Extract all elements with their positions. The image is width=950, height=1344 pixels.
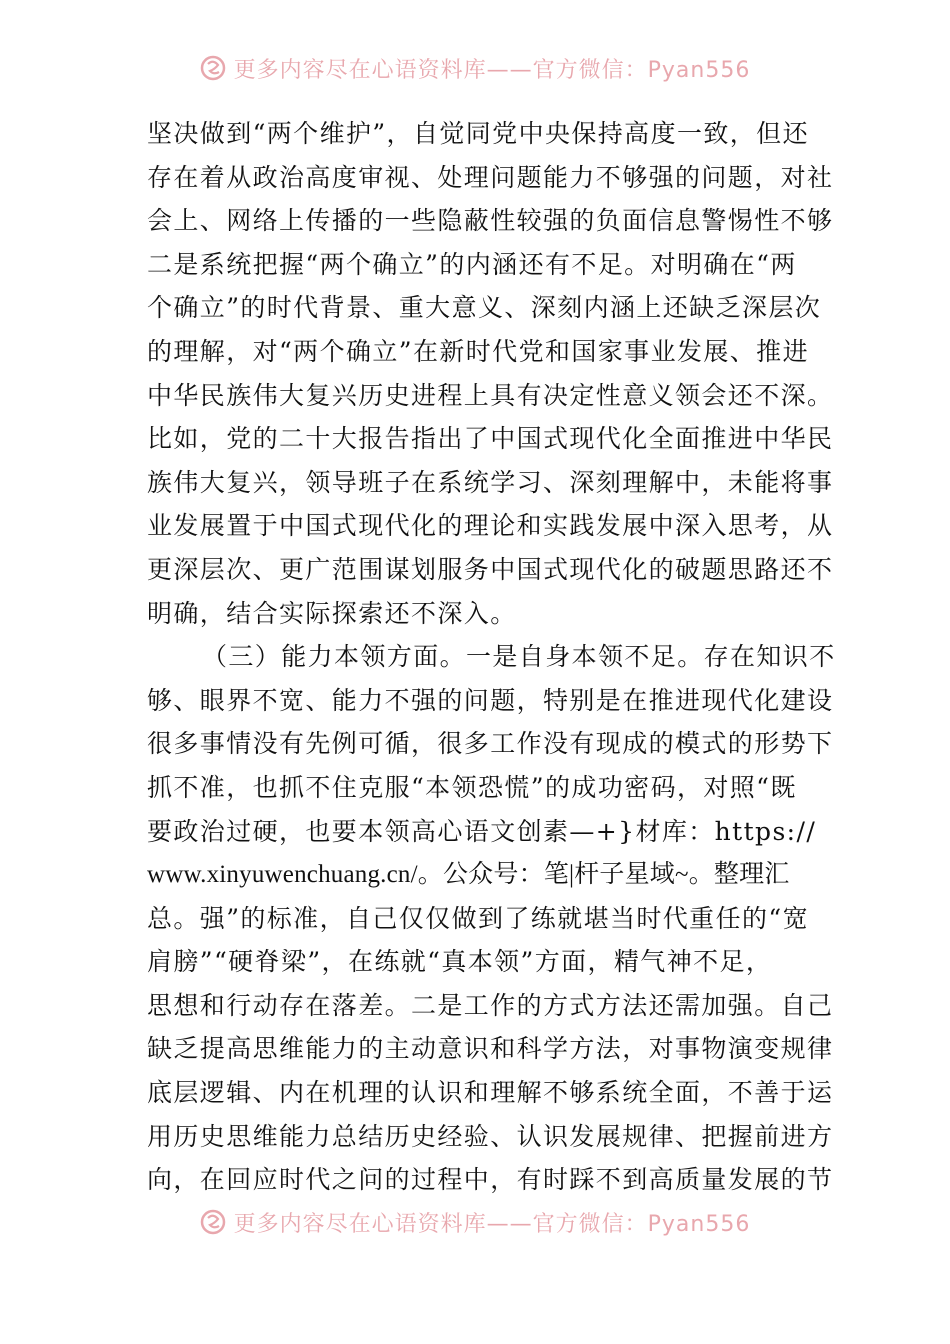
- text-line: 族伟大复兴，领导班子在系统学习、深刻理解中，未能将事: [147, 467, 834, 497]
- text-line: 很多事情没有先例可循，很多工作没有现成的模式的形势下: [147, 729, 834, 759]
- text-line: 思想和行动存在落差。二是工作的方式方法还需加强。自己: [147, 990, 834, 1020]
- watermark-footer: [0, 1202, 950, 1242]
- text-line: 坚决做到“两个维护”，自觉同党中央保持高度一致，但还: [147, 119, 809, 148]
- text-line: 会上、网络上传播的一些隐蔽性较强的负面信息警惕性不够: [147, 206, 834, 236]
- text-line: 明确，结合实际探索还不深入。: [147, 598, 517, 628]
- text-line: 二是系统把握“两个确立”的内涵还有不足。对明确在“两: [147, 249, 797, 279]
- document-body: [147, 112, 836, 1202]
- text-line: 总。强”的标准，自己仅仅做到了练就堪当时代重任的“宽: [147, 903, 809, 933]
- text-line: 比如，党的二十大报告指出了中国式现代化全面推进中华民: [147, 424, 834, 454]
- text-line: 向，在回应时代之问的过程中，有时踩不到高质量发展的节: [147, 1165, 834, 1195]
- watermark-header: [0, 48, 950, 88]
- text-line: 的理解，对“两个确立”在新时代党和国家事业发展、推进: [147, 336, 809, 366]
- text-line: 用历史思维能力总结历史经验、认识发展规律、把握前进方: [147, 1121, 834, 1151]
- text-line: 抓不准，也抓不住克服“本领恐慌”的成功密码，对照“既: [147, 772, 797, 802]
- text-line: 肩膀”“硬脊梁”，在练就“真本领”方面，精气神不足，: [147, 947, 773, 977]
- watermark-text: 更多内容尽在心语资料库——官方微信：Pyan556: [233, 1211, 751, 1237]
- watermark-text: 更多内容尽在心语资料库——官方微信：Pyan556: [233, 57, 751, 83]
- text-line: 中华民族伟大复兴历史进程上具有决定性意义领会还不深。: [147, 380, 834, 410]
- text-line: www.xinyuwenchuang.cn/。公众号：笔|杆子星域~。整理汇: [147, 861, 790, 889]
- text-line: 业发展置于中国式现代化的理论和实践发展中深入思考，从: [147, 511, 834, 541]
- brand-logo-icon: [200, 1209, 226, 1235]
- section-heading-line: （三）能力本领方面。一是自身本领不足。存在知识不: [202, 642, 836, 672]
- text-line: 够、眼界不宽、能力不强的问题，特别是在推进现代化建设: [147, 685, 834, 715]
- text-line: 底层逻辑、内在机理的认识和理解不够系统全面，不善于运: [147, 1078, 834, 1108]
- text-line: 个确立”的时代背景、重大意义、深刻内涵上还缺乏深层次: [147, 293, 822, 323]
- text-line: 缺乏提高思维能力的主动意识和科学方法，对事物演变规律: [147, 1034, 834, 1064]
- brand-logo-icon: [200, 55, 226, 81]
- text-line: 更深层次、更广范围谋划服务中国式现代化的破题思路还不: [147, 554, 834, 584]
- text-line: 存在着从政治高度审视、处理问题能力不够强的问题，对社: [147, 162, 834, 192]
- text-line: 要政治过硬，也要本领高心语文创素—+}材库：https://: [147, 816, 817, 846]
